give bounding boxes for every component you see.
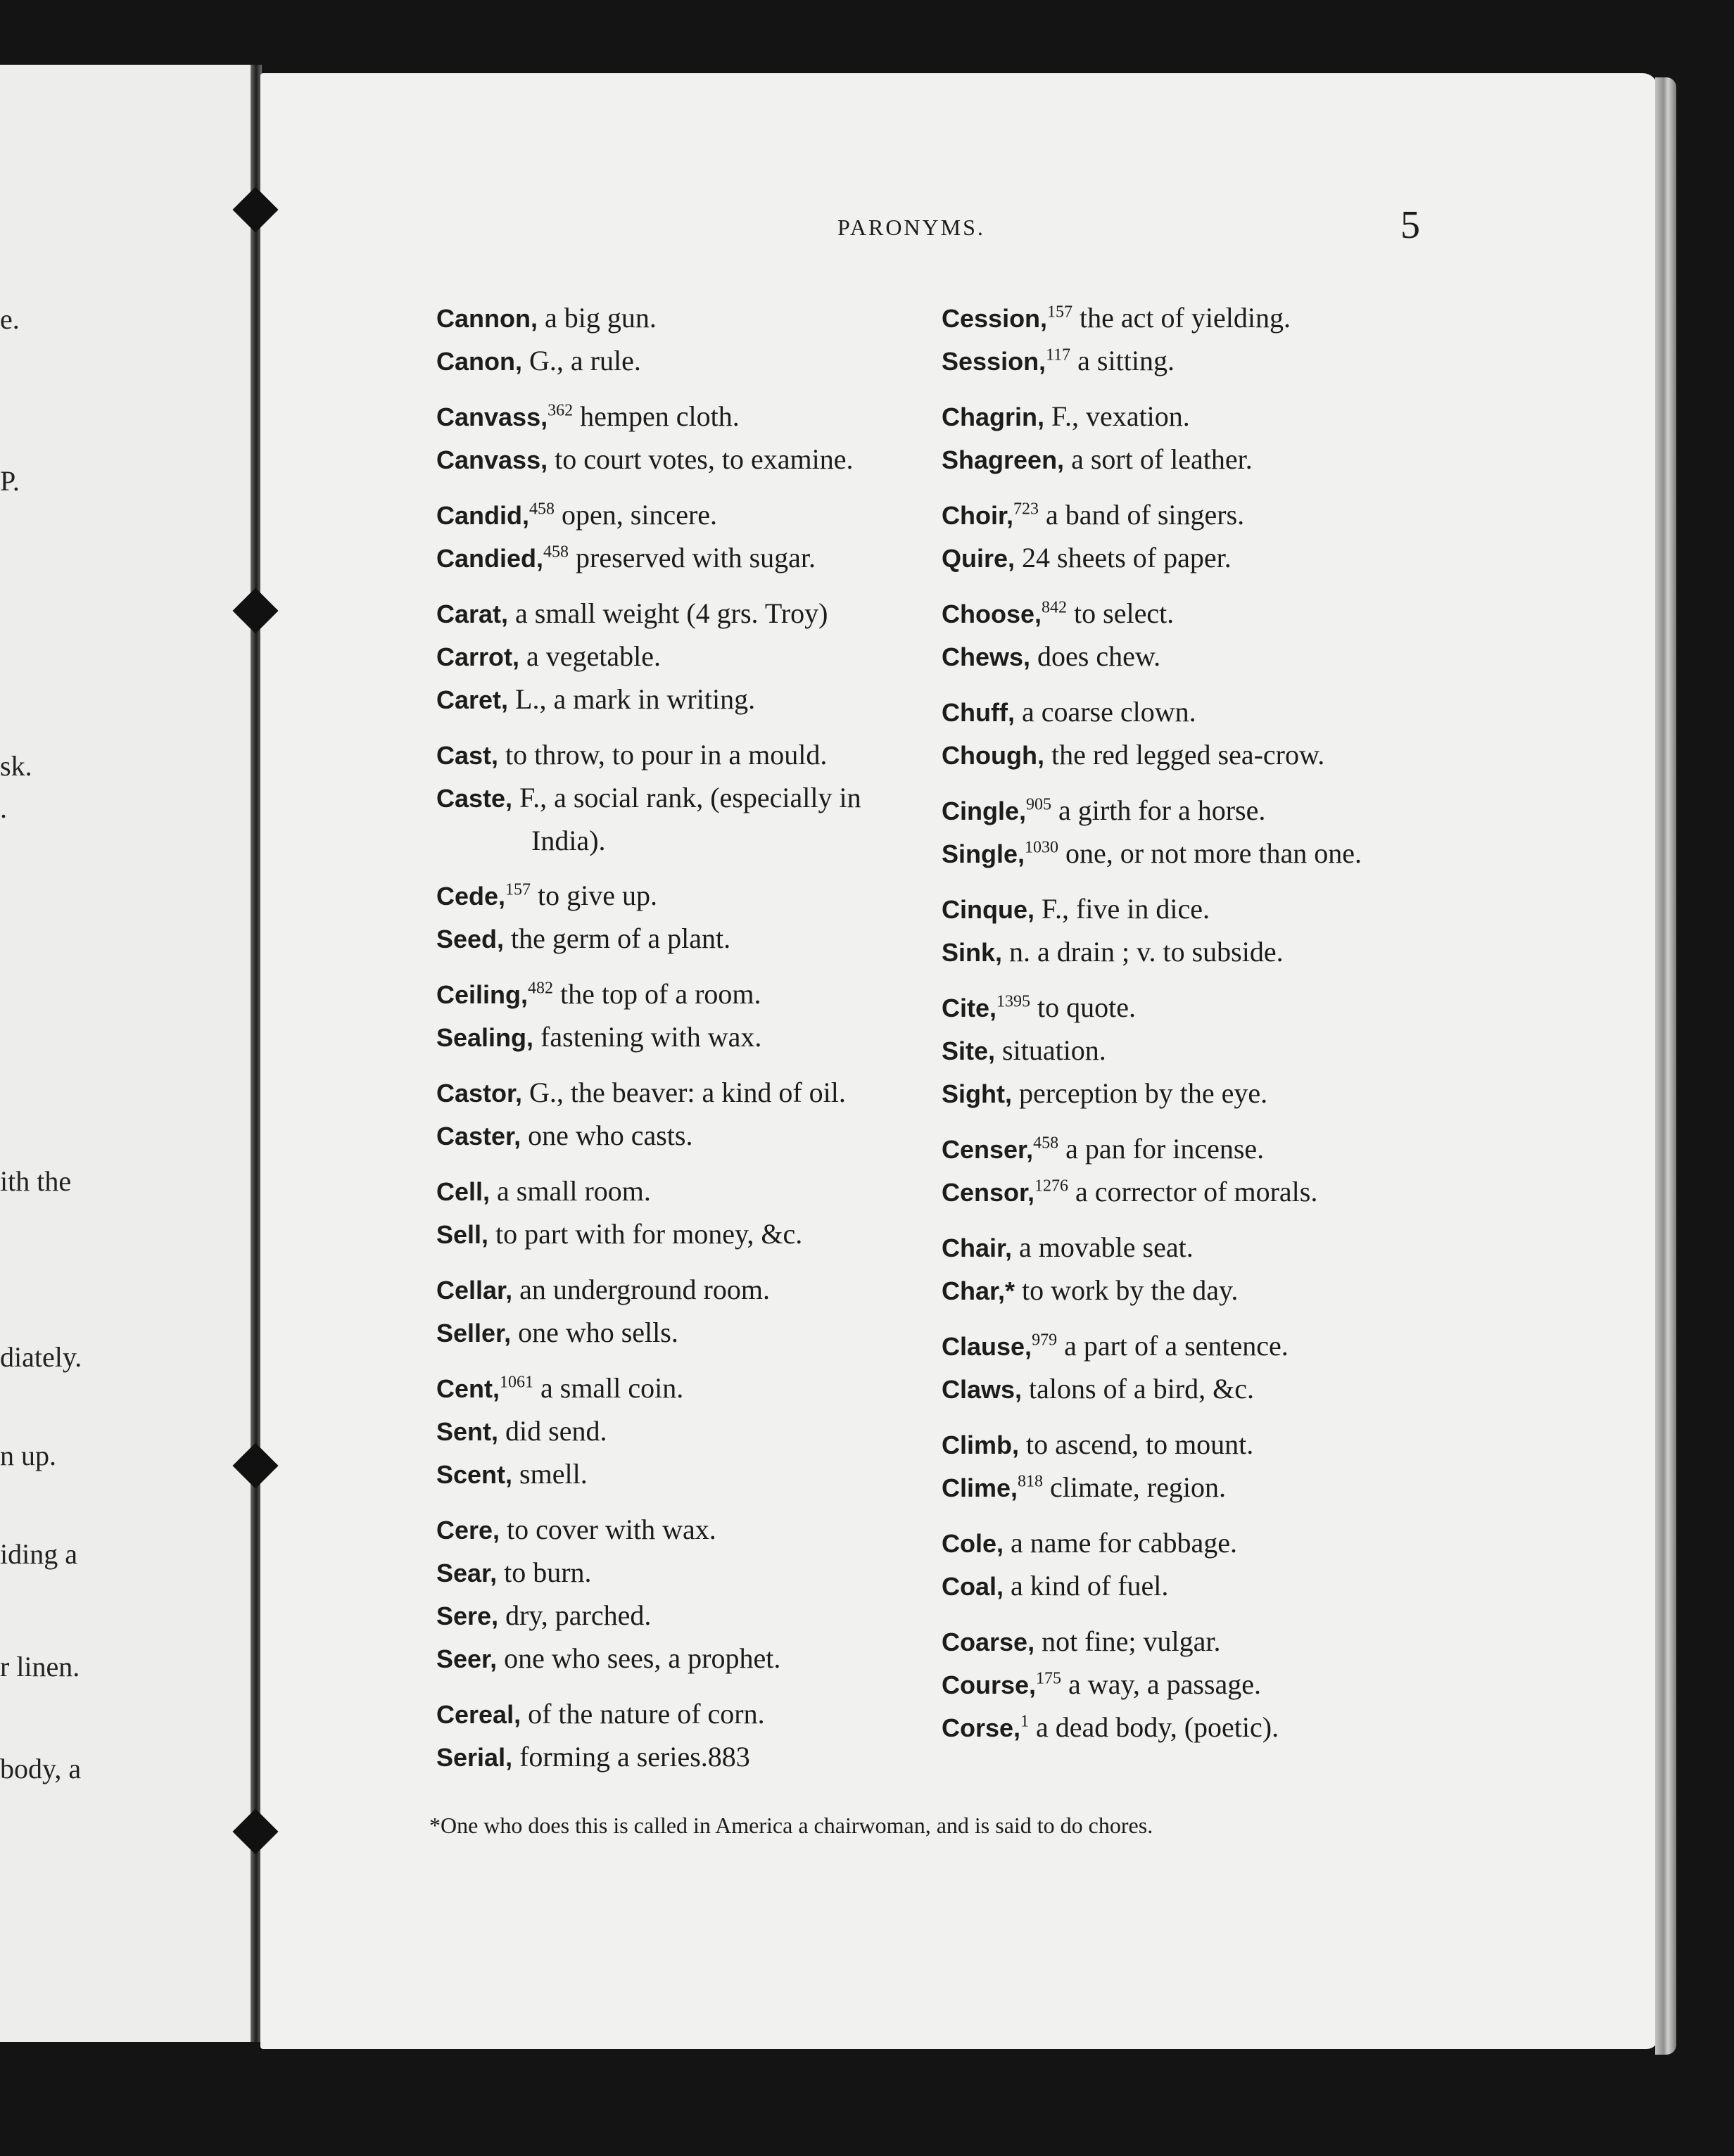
definition: F., a social rank, (especially in India). [512, 782, 861, 856]
reference-number: 362 [548, 401, 574, 420]
entry-group [436, 734, 908, 862]
definition: the top of a room. [553, 978, 761, 1010]
dictionary-entry [942, 1565, 1420, 1608]
dictionary-entry [436, 1016, 908, 1059]
definition: a vegetable. [519, 640, 662, 672]
definition: situation. [995, 1034, 1106, 1066]
headword: Cession, [942, 304, 1048, 333]
headword: Sell, [436, 1220, 489, 1249]
headword: Cere, [436, 1516, 500, 1545]
headword: Sealing, [436, 1023, 534, 1052]
definition: L., a mark in writing. [508, 683, 756, 715]
footnote: *One who does this is called in America a chairwoman, and is said to do chores. [429, 1813, 1153, 1838]
definition: to give up. [531, 880, 658, 911]
entry-group [436, 1072, 908, 1158]
dictionary-entry [436, 918, 908, 960]
headword: Cite, [942, 994, 997, 1022]
dictionary-entry [942, 1226, 1420, 1269]
definition: the act of yielding. [1072, 302, 1291, 334]
definition: open, sincere. [555, 499, 718, 531]
left-page-fragment: iding a [0, 1538, 77, 1570]
headword: Char,* [942, 1276, 1015, 1305]
headword: Sight, [942, 1079, 1012, 1108]
entry-group [436, 1367, 908, 1496]
definition: of the nature of corn. [521, 1698, 765, 1730]
headword: Seller, [436, 1319, 512, 1348]
headword: Caret, [436, 685, 509, 714]
headword: Sink, [942, 938, 1003, 967]
definition: F., five in dice. [1034, 893, 1210, 925]
left-page-fragment: P. [0, 465, 20, 497]
definition: one, or not more than one. [1058, 837, 1362, 869]
definition: the red legged sea-crow. [1044, 739, 1325, 771]
definition: not fine; vulgar. [1034, 1625, 1221, 1657]
headword: Site, [942, 1036, 996, 1065]
dictionary-entry [436, 1072, 908, 1115]
reference-number: 175 [1036, 1669, 1062, 1688]
headword: Carat, [436, 600, 509, 628]
dictionary-entry [942, 987, 1420, 1029]
definition: a small coin. [533, 1372, 684, 1404]
dictionary-entry [942, 1706, 1420, 1749]
dictionary-entry [436, 297, 908, 340]
definition: a movable seat. [1012, 1231, 1194, 1263]
dictionary-entry [942, 888, 1420, 931]
headword: Censer, [942, 1135, 1034, 1164]
entry-group [436, 1170, 908, 1256]
dictionary-entry [942, 1029, 1420, 1072]
dictionary-entry [942, 1423, 1420, 1466]
headword: Cingle, [942, 797, 1027, 825]
dictionary-entry [436, 1509, 908, 1552]
left-page-fragment: sk. [0, 750, 32, 782]
dictionary-entry [942, 592, 1420, 635]
definition: a part of a sentence. [1057, 1330, 1289, 1362]
headword: Cereal, [436, 1700, 521, 1729]
left-page-fragment: e. [0, 303, 20, 335]
dictionary-entry [436, 875, 908, 918]
headword: Canvass, [436, 445, 548, 474]
headword: Cast, [436, 741, 499, 770]
dictionary-entry [436, 1170, 908, 1213]
definition: G., the beaver: a kind of oil. [522, 1077, 846, 1108]
entry-group [436, 973, 908, 1059]
left-page [0, 65, 255, 2042]
entry-group [436, 494, 908, 580]
definition: a sort of leather. [1064, 443, 1253, 475]
entry-group [436, 592, 908, 721]
definition: a girth for a horse. [1051, 794, 1266, 826]
definition: a corrector of morals. [1068, 1176, 1318, 1207]
definition: forming a series.883 [512, 1741, 750, 1773]
dictionary-entry [436, 1552, 908, 1594]
dictionary-entry [942, 1325, 1420, 1368]
headword: Chagrin, [942, 402, 1045, 431]
definition: to work by the day. [1015, 1274, 1239, 1306]
headword: Serial, [436, 1743, 513, 1772]
headword: Cellar, [436, 1276, 513, 1305]
reference-number: 818 [1018, 1472, 1044, 1491]
dictionary-entry [436, 973, 908, 1016]
definition: climate, region. [1043, 1471, 1226, 1503]
headword: Single, [942, 839, 1025, 868]
definition: a way, a passage. [1061, 1668, 1261, 1700]
definition: talons of a bird, &c. [1022, 1373, 1254, 1404]
page-number: 5 [1400, 203, 1420, 247]
headword: Chough, [942, 741, 1044, 770]
headword: Cole, [942, 1529, 1004, 1558]
headword: Canvass, [436, 402, 548, 431]
entry-group [436, 1693, 908, 1779]
reference-number: 723 [1013, 500, 1039, 519]
headword: Cinque, [942, 895, 1034, 924]
definition: one who sells. [511, 1317, 678, 1348]
definition: the germ of a plant. [504, 922, 731, 954]
entry-group [942, 1423, 1420, 1509]
headword: Chuff, [942, 698, 1015, 727]
headword: Coarse, [942, 1628, 1035, 1656]
dictionary-entry [942, 1072, 1420, 1115]
reference-number: 458 [543, 543, 569, 562]
headword: Clause, [942, 1332, 1032, 1361]
entry-group [942, 297, 1420, 383]
reference-number: 482 [528, 979, 554, 998]
dictionary-entry [942, 1128, 1420, 1171]
definition: preserved with sugar. [569, 542, 816, 573]
definition: hempen cloth. [573, 400, 740, 432]
headword: Seer, [436, 1644, 498, 1673]
definition: G., a rule. [522, 345, 641, 376]
definition: to quote. [1030, 991, 1136, 1023]
headword: Cell, [436, 1177, 491, 1206]
entry-group [942, 395, 1420, 481]
left-page-fragment: r linen. [0, 1651, 80, 1682]
headword: Castor, [436, 1079, 523, 1108]
headword: Caste, [436, 784, 513, 813]
dictionary-entry [436, 734, 908, 777]
definition: F., vexation. [1044, 400, 1190, 432]
entry-group [436, 297, 908, 383]
dictionary-entry [436, 494, 908, 537]
definition: to part with for money, &c. [488, 1218, 803, 1250]
running-title: PARONYMS. [837, 215, 985, 240]
reference-number: 458 [529, 500, 555, 519]
reference-number: 842 [1042, 598, 1068, 617]
reference-number: 1061 [500, 1373, 533, 1392]
entry-group [942, 592, 1420, 678]
dictionary-entry [942, 1522, 1420, 1565]
definition: a coarse clown. [1014, 696, 1196, 728]
headword: Seed, [436, 925, 505, 953]
headword: Climb, [942, 1431, 1020, 1459]
reference-number: 905 [1026, 795, 1052, 814]
headword: Chair, [942, 1234, 1013, 1262]
left-page-fragment: diately. [0, 1341, 82, 1373]
dictionary-entry [942, 1663, 1420, 1706]
page-edge [1655, 77, 1676, 2055]
entry-group [942, 1128, 1420, 1214]
definition: a band of singers. [1039, 499, 1245, 531]
entry-group [942, 1522, 1420, 1608]
definition: an underground room. [512, 1274, 770, 1305]
headword: Claws, [942, 1375, 1023, 1404]
headword: Sere, [436, 1602, 499, 1630]
definition: one who casts. [521, 1120, 693, 1151]
headword: Shagreen, [942, 445, 1065, 474]
reference-number: 1 [1020, 1712, 1030, 1731]
dictionary-entry [942, 1269, 1420, 1312]
left-page-fragment: n up. [0, 1440, 56, 1471]
headword: Censor, [942, 1178, 1035, 1207]
dictionary-entry [436, 537, 908, 580]
left-page-fragment: ith the [0, 1165, 72, 1197]
definition: a small room. [490, 1175, 651, 1207]
headword: Session, [942, 347, 1046, 376]
dictionary-entry [942, 297, 1420, 340]
headword: Chews, [942, 642, 1031, 671]
definition: to cover with wax. [500, 1514, 716, 1545]
definition: perception by the eye. [1011, 1077, 1268, 1109]
dictionary-entry [436, 1736, 908, 1779]
reference-number: 458 [1033, 1134, 1059, 1153]
headword: Choir, [942, 501, 1014, 530]
entry-group [942, 1226, 1420, 1312]
dictionary-entry [942, 537, 1420, 580]
left-page-fragment: . [0, 792, 7, 824]
headword: Cannon, [436, 304, 538, 333]
dictionary-entry [436, 1312, 908, 1355]
definition: to burn. [497, 1556, 592, 1588]
dictionary-entry [942, 340, 1420, 383]
dictionary-entry [942, 734, 1420, 777]
headword: Candied, [436, 544, 544, 573]
definition: a dead body, (poetic). [1029, 1711, 1279, 1743]
headword: Sent, [436, 1417, 499, 1446]
definition: to throw, to pour in a mould. [498, 739, 828, 771]
headword: Candid, [436, 501, 529, 530]
entry-group [942, 1621, 1420, 1749]
definition: to court votes, to examine. [548, 443, 854, 475]
dictionary-entry [436, 1367, 908, 1410]
dictionary-entry [436, 1213, 908, 1256]
reference-number: 117 [1046, 345, 1071, 364]
page-header [0, 215, 1734, 250]
definition: a name for cabbage. [1004, 1527, 1238, 1559]
dictionary-entry [436, 1115, 908, 1158]
reference-number: 979 [1032, 1331, 1058, 1350]
entries-column-right [942, 297, 1420, 1762]
headword: Cede, [436, 882, 506, 911]
dictionary-entry [436, 635, 908, 678]
headword: Cent, [436, 1374, 500, 1403]
left-page-fragment: body, a [0, 1753, 82, 1784]
definition: to ascend, to mount. [1019, 1428, 1254, 1460]
headword: Course, [942, 1670, 1037, 1699]
dictionary-entry [436, 1269, 908, 1312]
definition: a sitting. [1070, 345, 1175, 376]
definition: a small weight (4 grs. Troy) [508, 597, 828, 629]
dictionary-entry [942, 494, 1420, 537]
headword: Choose, [942, 600, 1042, 628]
dictionary-entry [942, 790, 1420, 832]
dictionary-entry [942, 635, 1420, 678]
dictionary-entry [436, 678, 908, 721]
dictionary-entry [436, 777, 908, 862]
definition: a pan for incense. [1058, 1133, 1265, 1165]
reference-number: 157 [1047, 303, 1073, 322]
entry-group [436, 1269, 908, 1355]
headword: Sear, [436, 1559, 498, 1587]
headword: Scent, [436, 1460, 513, 1489]
headword: Quire, [942, 544, 1015, 573]
definition: 24 sheets of paper. [1015, 542, 1232, 573]
definition: does chew. [1030, 640, 1161, 672]
definition: n. a drain ; v. to subside. [1002, 936, 1284, 968]
definition: one who sees, a prophet. [497, 1642, 781, 1674]
headword: Coal, [942, 1572, 1004, 1601]
dictionary-entry [436, 438, 908, 481]
reference-number: 157 [505, 880, 531, 899]
definition: a big gun. [537, 302, 657, 334]
entries-column-left [436, 297, 908, 1792]
headword: Ceiling, [436, 980, 529, 1009]
entry-group [942, 691, 1420, 777]
headword: Canon, [436, 347, 522, 376]
definition: a kind of fuel. [1004, 1570, 1169, 1602]
dictionary-entry [436, 340, 908, 383]
dictionary-entry [942, 931, 1420, 974]
dictionary-entry [942, 1368, 1420, 1411]
definition: smell. [512, 1458, 588, 1490]
entry-group [942, 1325, 1420, 1411]
definition: to select. [1067, 597, 1175, 629]
reference-number: 1030 [1025, 838, 1059, 857]
dictionary-entry [942, 1171, 1420, 1214]
entry-group [436, 1509, 908, 1680]
dictionary-entry [436, 1410, 908, 1453]
dictionary-entry [942, 395, 1420, 438]
entry-group [942, 494, 1420, 580]
dictionary-entry [436, 592, 908, 635]
headword: Corse, [942, 1713, 1021, 1742]
dictionary-entry [436, 1594, 908, 1637]
dictionary-entry [942, 1466, 1420, 1509]
entry-group [436, 875, 908, 960]
entry-group [942, 888, 1420, 974]
dictionary-entry [942, 832, 1420, 875]
entry-group [942, 987, 1420, 1115]
dictionary-entry [436, 1637, 908, 1680]
headword: Carrot, [436, 642, 520, 671]
headword: Caster, [436, 1122, 521, 1150]
reference-number: 1276 [1034, 1177, 1069, 1196]
definition: did send. [498, 1415, 607, 1447]
entry-group [942, 790, 1420, 875]
reference-number: 1395 [996, 992, 1031, 1011]
dictionary-entry [436, 395, 908, 438]
dictionary-entry [436, 1453, 908, 1496]
dictionary-entry [942, 438, 1420, 481]
dictionary-entry [942, 691, 1420, 734]
entry-group [436, 395, 908, 481]
dictionary-entry [942, 1621, 1420, 1663]
definition: dry, parched. [498, 1599, 652, 1631]
headword: Clime, [942, 1473, 1018, 1502]
definition: fastening with wax. [533, 1021, 762, 1053]
dictionary-entry [436, 1693, 908, 1736]
